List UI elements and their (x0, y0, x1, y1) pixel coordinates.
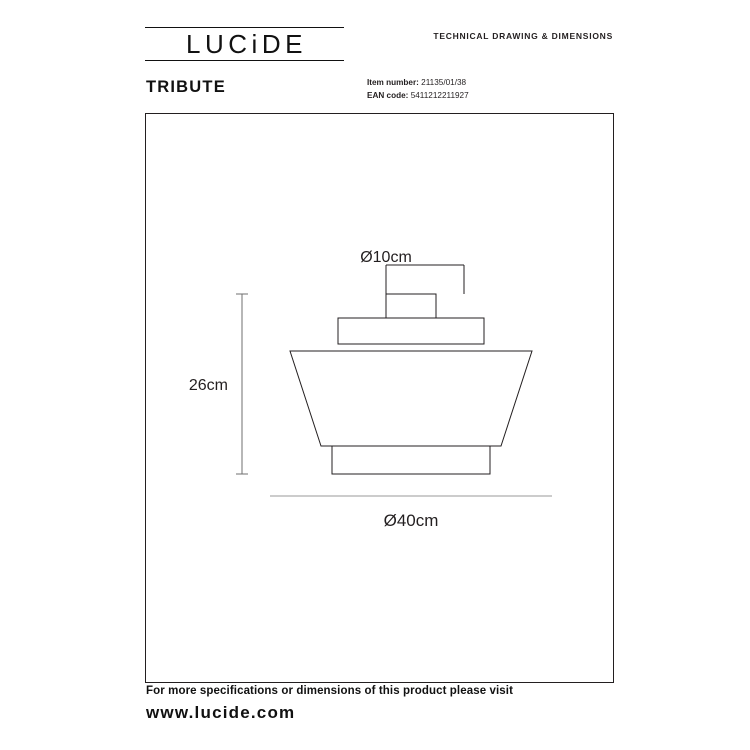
ean-value: 5411212211927 (410, 90, 469, 100)
lamp-collar (338, 318, 484, 344)
top-diameter-label: Ø10cm (360, 249, 412, 266)
footer-website[interactable]: www.lucide.com (146, 703, 296, 722)
bottom-diameter-label: Ø40cm (383, 511, 439, 530)
brand-logo (145, 27, 344, 61)
item-number-label: Item number: (367, 78, 419, 87)
ean-label: EAN code: (367, 90, 409, 100)
item-number-value: 21135/01/38 (421, 78, 467, 87)
page-title: TRIBUTE (146, 78, 226, 96)
lamp-diffuser (332, 446, 490, 474)
drawing-frame (145, 113, 614, 683)
lamp-stem (386, 294, 436, 318)
header-tagline: TECHNICAL DRAWING & DIMENSIONS (433, 31, 613, 41)
brand-logo-text: LUCiDE (186, 29, 307, 59)
height-label: 26cm (188, 377, 228, 394)
footer-note: For more specifications or dimensions of this product please visit (146, 685, 514, 697)
lamp-technical-drawing (146, 114, 615, 684)
item-number-row (367, 77, 469, 90)
product-meta (367, 77, 469, 102)
ean-row (367, 90, 469, 103)
lamp-shade (290, 351, 532, 446)
